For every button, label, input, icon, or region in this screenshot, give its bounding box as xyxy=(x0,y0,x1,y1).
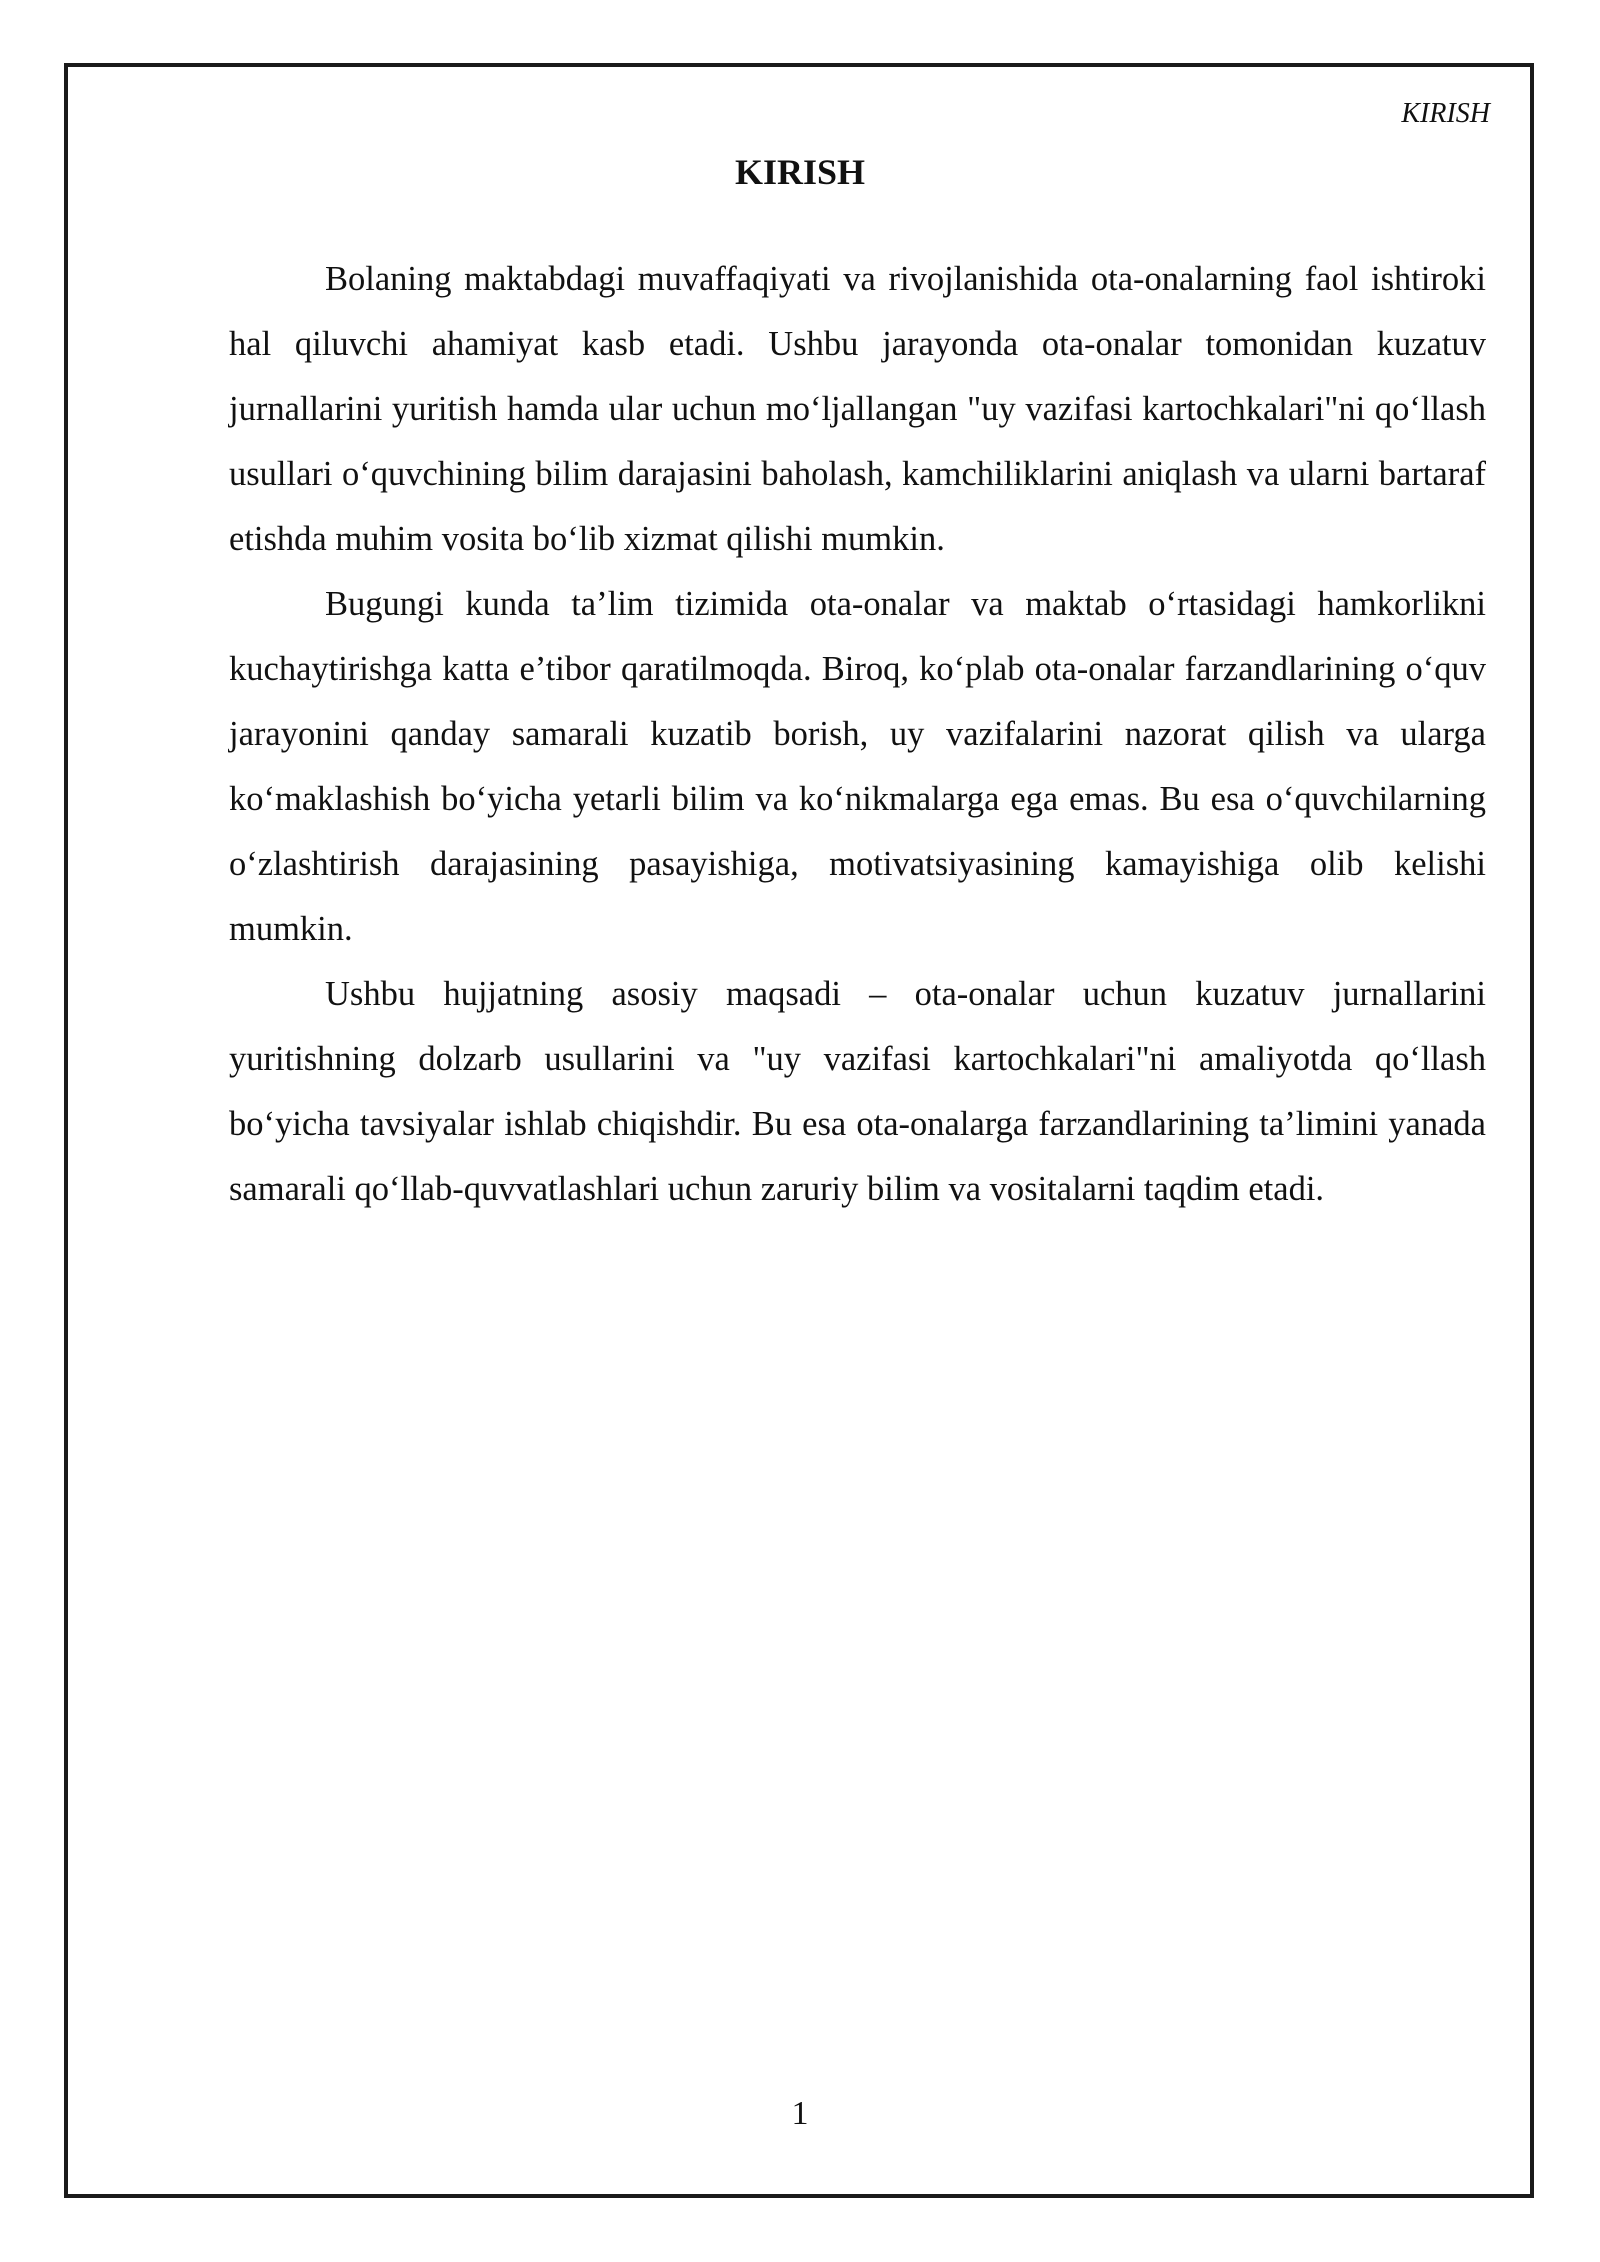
body-text xyxy=(229,247,1486,1222)
page-number: 1 xyxy=(791,2095,809,2132)
paragraph-2: Bugungi kunda ta’lim tizimida ota-onalar va maktab o‘rtasidagi hamkorlikni kuchaytirishga katta e’tibor qaratilmoqda. Biroq, ko‘plab ota-onalar farzandlarining o‘quv jarayonini qanday samarali kuzatib borish, uy vazifalarini nazorat qilish va ularga ko‘maklashish bo‘yicha yetarli bilim va ko‘nikmalarga ega emas. Bu esa o‘quvchilarning o‘zlashtirish darajasining pasayishiga, motivatsiyasining kamayishiga olib kelishi mumkin. xyxy=(229,585,1486,948)
paragraph-3: Ushbu hujjatning asosiy maqsadi – ota-onalar uchun kuzatuv jurnallarini yuritishning dolzarb usullarini va "uy vazifasi kartochkalari"ni amaliyotda qo‘llash bo‘yicha tavsiyalar ishlab chiqishdir. Bu esa ota-onalarga farzandlarining ta’limini yanada samarali qo‘llab-quvvatlashlari uchun zaruriy bilim va vositalarni taqdim etadi. xyxy=(229,975,1486,1208)
running-header: KIRISH xyxy=(1401,98,1490,129)
paragraph-1: Bolaning maktabdagi muvaffaqiyati va rivojlanishida ota-onalarning faol ishtiroki hal qiluvchi ahamiyat kasb etadi. Ushbu jarayonda ota-onalar tomonidan kuzatuv jurnallarini yuritish hamda ular uchun mo‘ljallangan "uy vazifasi kartochkalari"ni qo‘llash usullari o‘quvchining bilim darajasini baholash, kamchiliklarini aniqlash va ularni bartaraf etishda muhim vosita bo‘lib xizmat qilishi mumkin. xyxy=(229,260,1486,558)
page-title: KIRISH xyxy=(734,152,866,192)
